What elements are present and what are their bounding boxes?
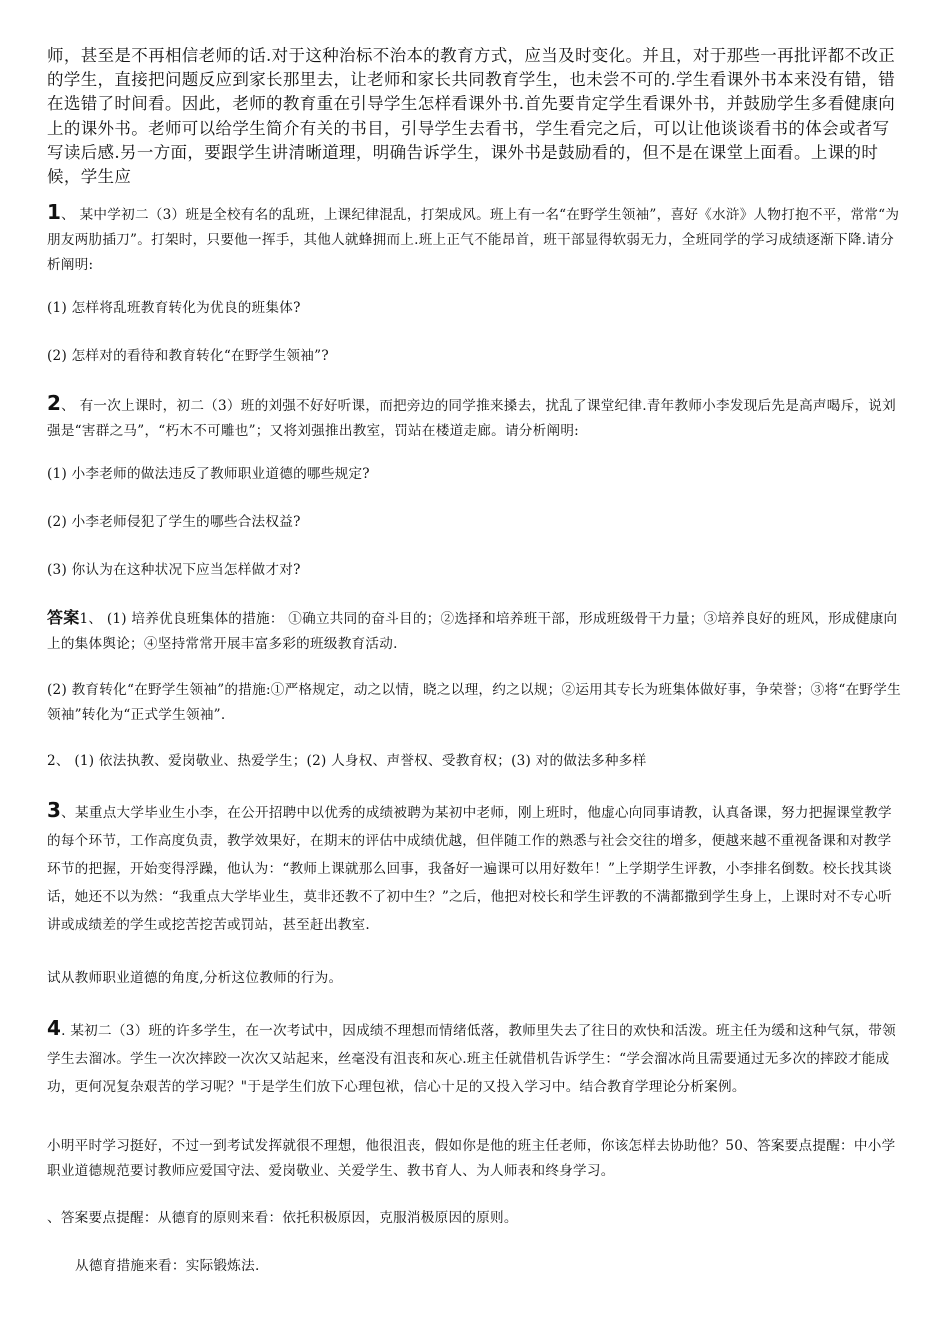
question-4-number: 4: [47, 1016, 62, 1040]
answer-2: 2、 (1) 依法执教、爱岗敬业、热爱学生；(2) 人身权、声誉权、受教育权；(3) 对的做法多种多样: [47, 753, 647, 769]
answer-label: 答案: [47, 608, 80, 627]
question-1: [47, 200, 905, 278]
question-5: 小明平时学习挺好，不过一到考试发挥就很不理想，他很沮丧，假如你是他的班主任老师，你该怎样去协助他？50、答案要点提醒：中小学职业道德规范要讨教师应爱国守法、爱岗敬业、关爱学生、教书育人、为人师表和终身学习。: [47, 1138, 896, 1179]
question-1-sub-1: (1) 怎样将乱班教育转化为优良的班集体?: [47, 300, 301, 316]
question-4: [47, 1014, 905, 1101]
question-4-text: . 某初二（3）班的许多学生，在一次考试中，因成绩不理想而情绪低落，教师里失去了往日的欢快和活泼。班主任为缓和这种气氛，带领学生去溜冰。学生一次次摔跤一次次又站起来，丝毫没有沮丧和灰心.班主任就借机告诉学生：“学会溜冰尚且需要通过无多次的摔跤才能成功，更何况复杂艰苦的学习呢？"于是学生们放下心理包袱，信心十足的又投入学习中。结合教育学理论分析案例。: [47, 1023, 896, 1095]
question-2: [47, 391, 905, 444]
answer-1: [47, 605, 905, 657]
question-3: [47, 796, 905, 939]
answer-1-text: 1、 (1) 培养优良班集体的措施： ①确立共同的奋斗目的；②选择和培养班干部，形成班级骨干力量；③培养良好的班风，形成健康向上的集体舆论；④坚持常常开展丰富多彩的班级教育活动.: [47, 611, 898, 652]
question-1-sub-2: (2) 怎样对的看待和教育转化“在野学生领袖”?: [47, 348, 329, 364]
question-3-text: 、某重点大学毕业生小李，在公开招聘中以优秀的成绩被聘为某初中老师，刚上班时，他虚心向同事请教，认真备课，努力把握课堂教学的每个环节，工作高度负责，教学效果好，在期末的评估中成绩优越，但伴随工作的熟悉与社会交往的增多，便越来越不重视备课和对教学环节的把握，开始变得浮躁，他认为：“教师上课就那么回事，我备好一遍课可以用好数年！”上学期学生评教，小李排名倒数。校长找其谈话，她还不以为然：“我重点大学毕业生，莫非还教不了初中生？”之后，他把对校长和学生评教的不满都撒到学生身上，上课时对不专心听讲或成绩差的学生或挖苦挖苦或罚站，甚至赶出教室.: [47, 805, 893, 933]
question-2-sub-3: (3) 你认为在这种状况下应当怎样做才对?: [47, 562, 301, 578]
answer-1-part-2: (2) 教育转化“在野学生领袖”的措施:①严格规定，动之以情，晓之以理，约之以规；②运用其专长为班集体做好事，争荣誉；③将“在野学生领袖”转化为“正式学生领袖”.: [47, 682, 901, 723]
question-1-number: 1: [47, 200, 62, 224]
question-2-text: 、 有一次上课时，初二（3）班的刘强不好好听课，而把旁边的同学推来搡去，扰乱了课堂纪律.青年教师小李发现后先是高声喝斥，说刘强是“害群之马”，“朽木不可雕也”；又将刘强推出教室，罚站在楼道走廊。请分析阐明:: [47, 398, 896, 439]
question-1-text: 、 某中学初二（3）班是全校有名的乱班，上课纪律混乱，打架成风。班上有一名“在野学生领袖”，喜好《水浒》人物打抱不平，常常“为朋友两肋插刀”。打架时，只要他一挥手，其他人就蜂拥而上.班上正气不能昂首，班干部显得软弱无力，全班同学的学习成绩逐渐下降.请分析阐明:: [47, 207, 900, 273]
question-2-sub-2: (2) 小李老师侵犯了学生的哪些合法权益?: [47, 514, 301, 530]
question-3-number: 3: [47, 798, 62, 822]
question-2-number: 2: [47, 391, 62, 415]
intro-paragraph: 师，甚至是不再相信老师的话.对于这种治标不治本的教育方式，应当及时变化。并且，对于那些一再批评都不改正的学生，直接把问题反应到家长那里去，让老师和家长共同教育学生，也未尝不可的.学生看课外书本来没有错，错在选错了时间看。因此，老师的教育重在引导学生怎样看课外书.首先要肯定学生看课外书，并鼓励学生多看健康向上的课外书。老师可以给学生简介有关的书目，引导学生去看书，学生看完之后，可以让他谈谈看书的体会或者写写读后感.另一方面，要跟学生讲清晰道理，明确告诉学生，课外书是鼓励看的，但不是在课堂上面看。上课的时候，学生应: [47, 46, 896, 187]
answer-4: 、答案要点提醒：从德育的原则来看：依托积极原因，克服消极原因的原则。: [47, 1210, 518, 1226]
question-2-sub-1: (1) 小李老师的做法违反了教师职业道德的哪些规定?: [47, 466, 370, 482]
question-3-task: 试从教师职业道德的角度,分析这位教师的行为。: [47, 970, 343, 986]
answer-4-part-2: 从德育措施来看：实际锻炼法.: [75, 1258, 260, 1274]
